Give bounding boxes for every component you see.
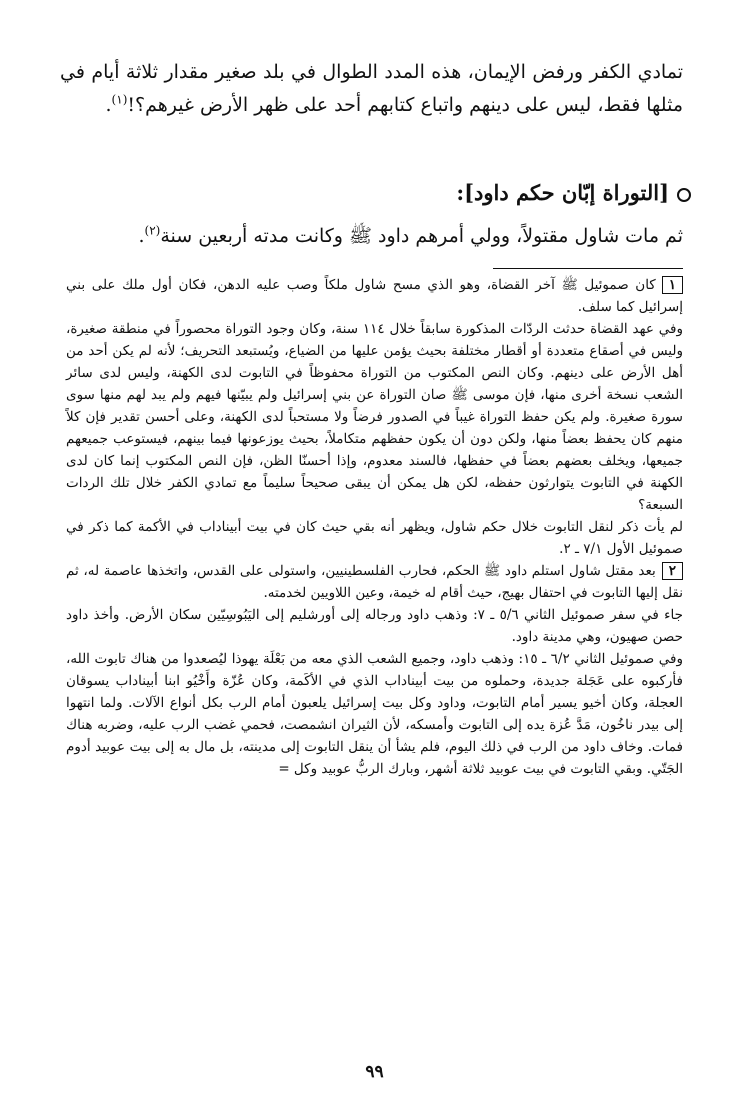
footnote-2-para-1: [66, 560, 683, 604]
footnote-1-para-3: لم يأت ذكر لنقل التابوت خلال حكم شاول، ويظهر أنه بقي حيث كان في بيت أبيناداب في الأكمة كما ذكر في صموئيل الأول ٧/١ ـ ٢.: [66, 519, 683, 557]
main-paragraph-end: .: [105, 94, 112, 116]
section-first-line: [60, 220, 683, 252]
main-paragraph: [60, 56, 683, 122]
section-heading: [60, 178, 691, 208]
footnote-ref-2[interactable]: (٢): [144, 223, 161, 238]
footnotes-block: [66, 274, 683, 780]
section-heading-text: [التوراة إبّان حكم داود]:: [456, 180, 669, 205]
main-paragraph-text: تمادي الكفر ورفض الإيمان، هذه المدد الطوال في بلد صغير مقدار ثلاثة أيام في مثلها فقط، ليس على دينهم واتباع كتابهم أحد على ظهر الأرض غيرهم؟!: [60, 61, 683, 116]
section-first-line-end: .: [138, 225, 145, 247]
footnote-ref-1[interactable]: (١): [111, 92, 128, 107]
footnote-2-para-1-text: بعد مقتل شاول استلم داود ﷺ الحكم، فحارب الفلسطينيين، واستولى على القدس، واتخذها عاصمة له، ثم نقل إليها التابوت في احتفال بهيج، حيث أقام له خيمة، وعين اللاويين لخدمته.: [66, 563, 683, 601]
circle-bullet-icon: [677, 188, 691, 202]
footnote-divider: [493, 268, 683, 269]
footnote-1-para-1-text: كان صموئيل ﷺ آخر القضاة، وهو الذي مسح شاول ملكاً وصب عليه الدهن، فكان أول ملك على بني إسرائيل كما سلف.: [66, 277, 683, 315]
footnote-1-para-2: وفي عهد القضاة حدثت الردّات المذكورة سابقاً خلال ١١٤ سنة، وكان وجود التوراة محصوراً في منطقة صغيرة، وليس في أصقاع متعددة أو أقطار مختلفة بحيث يؤمن عليها من الضياع، ويُستبعد التحريف؛ لأنه لم يكن أحد من أهل الأرض على دينهم. وكان النص المكتوب من التوراة محفوظاً في التابوت لدى الكهنة، وليس لدى سائر الشعب نسخة أخرى منها، فإن موسى ﷺ صان التوراة عن بني إسرائيل ولم يبيّنها فيهم ولم يبد لهم منها سوى سورة صغيرة. ولم يكن حفظ التوراة غيباً في الصدور فرضاً ولا مستحباً لدى الكهنة، وعلى أحسن تقدير فإن كلاً منهم كان يحفظ بعضاً منها، ولكن دون أن يكون حفظهم متكاملاً، بحيث يوزعونها فيما بينهم، فيستوعب جميعهم جميعها، ويخلف بعضهم بعضاً في حفظها، فالسند معدوم، وإذا أحسنّا الظن، فإن النص المكتوب إنما كان لدى الكهنة في التابوت يتوارثون حفظه، لكن هل يمكن أن يبقى صحيحاً سليماً مع تمادي الكفر خلال تلك الردات السبعة؟: [66, 321, 683, 513]
footnote-2-para-3: وفي صموئيل الثاني ٦/٢ ـ ١٥: وذهب داود، وجميع الشعب الذي معه من بَعْلَة يهوذا ليُصعدوا من هناك تابوت الله، فأركبوه على عَجَلة جديدة، وحملوه من بيت أبيناداب الذي في الأكَمة، وكان عُزّة وأَخْيُو ابنا أبيناداب يسوقان العجلة، وكان أخيو يسير أمام التابوت، وداود وكل بيت إسرائيل يلعبون أمام الرب بكل أنواع الآلات. ولما انتهوا إلى بيدر ناخُون، مَدَّ عُزة يده إلى التابوت وأمسكه، لأن الثيران انشمصت، فحمي غضب الرب عليه، وضربه هناك فمات. وخاف داود من الرب في ذلك اليوم، فلم يشأ أن ينقل التابوت إلى مدينته، بل مال به إلى بيت عوبيد أدوم الجَتّي. وبقي التابوت في بيت عوبيد ثلاثة أشهر، وبارك الربُّ عوبيد وكل =: [66, 651, 683, 777]
section-first-line-text: ثم مات شاول مقتولاً، وولي أمرهم داود ﷺ وكانت مدته أربعين سنة: [160, 225, 683, 247]
main-text-block: [60, 56, 683, 122]
footnote-1-para-1: [66, 274, 683, 318]
footnote-1-number: ١: [662, 276, 683, 294]
footnote-2-para-2: جاء في سفر صموئيل الثاني ٥/٦ ـ ٧: وذهب داود ورجاله إلى أورشليم إلى اليَبُوسِيّين سكان الأرض. وأخذ داود حصن صهيون، وهي مدينة داود.: [66, 607, 683, 645]
footnote-2-number: ٢: [662, 562, 683, 580]
page-number: ٩٩: [365, 1062, 384, 1082]
